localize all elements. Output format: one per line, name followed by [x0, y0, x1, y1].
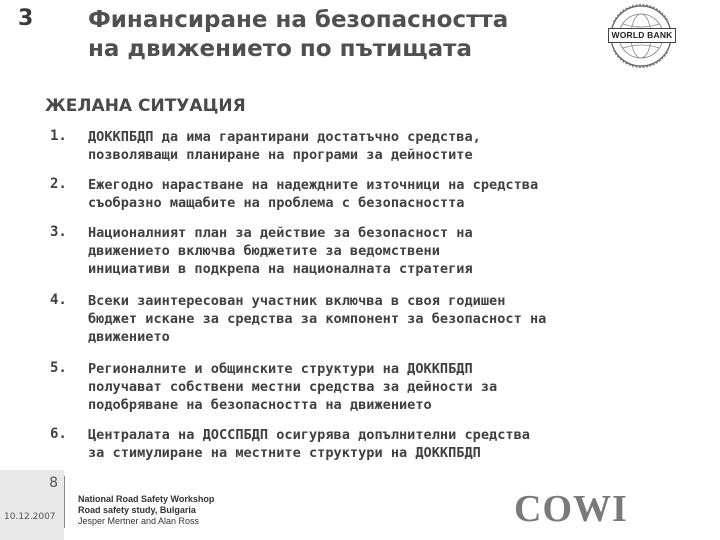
item-text: [88, 426, 688, 462]
item-text: [88, 176, 688, 212]
item-text-line: Регионалните и общинските структури на ДОККПБДП: [88, 361, 473, 377]
item-number: 1.: [50, 128, 67, 144]
item-text-line: движението включва бюджетите за ведомствени: [88, 243, 440, 259]
item-number: 3.: [50, 224, 67, 240]
authors: Jesper Mertner and Alan Ross: [78, 516, 200, 526]
footer: [0, 470, 720, 540]
item-text-line: получават собствени местни средства за дейности за: [88, 379, 498, 395]
item-text-line: позволяващи планиране на програми за дейностите: [88, 147, 473, 163]
title-line-1: Финансиране на безопасността: [88, 7, 509, 33]
section-heading: ЖЕЛАНА СИТУАЦИЯ: [45, 96, 246, 116]
title-line-2: на движението по пътищата: [88, 36, 473, 62]
item-number: 6.: [50, 426, 67, 442]
item-number: 4.: [50, 292, 67, 308]
item-text: [88, 224, 688, 278]
world-bank-label: WORLD BANK: [608, 28, 676, 43]
item-text-line: подобряване на безопасността на движението: [88, 397, 432, 413]
item-number: 5.: [50, 360, 67, 376]
item-text: [88, 292, 688, 346]
page-title: [88, 6, 588, 64]
footer-divider: [64, 476, 65, 528]
date: 10.12.2007: [4, 512, 56, 522]
item-text: [88, 360, 688, 414]
item-text-line: съобразно мащабите на проблема с безопасността: [88, 195, 465, 211]
item-text: [88, 128, 688, 164]
footer-left-panel: [0, 470, 64, 540]
item-text-line: движението: [88, 329, 170, 345]
item-text-line: Националният план за действие за безопасност на: [88, 225, 473, 241]
item-number: 2.: [50, 176, 67, 192]
cowi-logo: COWI: [514, 488, 628, 530]
footer-info: [78, 494, 214, 527]
item-text-line: бюджет искане за средства за компонент за безопасност на: [88, 311, 547, 327]
study-name: Road safety study, Bulgaria: [78, 505, 196, 515]
slide-number: 3: [18, 6, 34, 31]
item-text-line: Всеки заинтересован участник включва в своя годишен: [88, 293, 506, 309]
event-name: National Road Safety Workshop: [78, 494, 215, 504]
item-text-line: за стимулиране на местните структури на ДОККПБДП: [88, 445, 481, 461]
item-text-line: Ежегодно нарастване на надеждните източници на средства: [88, 177, 539, 193]
item-text-line: Централата на ДОССПБДП осигурява допълнителни средства: [88, 427, 530, 443]
page-number: 8: [49, 475, 58, 491]
item-text-line: ДОККПБДП да има гарантирани достатъчно средства,: [88, 129, 481, 145]
item-text-line: инициативи в подкрепа на националната стратегия: [88, 261, 473, 277]
world-bank-logo: [600, 0, 682, 82]
